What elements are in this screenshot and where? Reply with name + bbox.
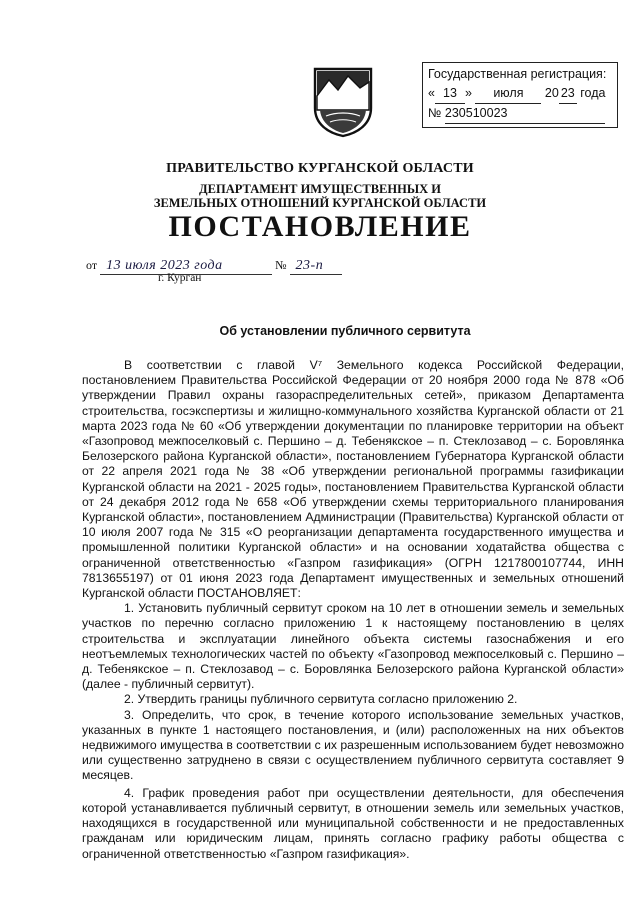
registration-year-word: года xyxy=(580,86,606,100)
date-number-sign: № xyxy=(275,258,287,272)
registration-year-prefix: 20 xyxy=(544,86,559,100)
registration-date-row xyxy=(428,84,612,104)
number-sign: № xyxy=(428,106,442,120)
clause-3: 3. Определить, что срок, в течение которого использование земельных участков, указанных в пункте 1 настоящего постановления, и (или) расположенных на них объектов недвижимого имущества в соответствии с их разрешенным использованием будет невозможно или существенно затруднено в связи с осуществлением публичного сервитута составляет 9 месяцев. xyxy=(82,707,625,783)
clause-4: 4. График проведения работ при осуществлении деятельности, для обеспечения которой устанавливается публичный сервитут, в отношении земель или земельных участков, находящихся в государственной или муниципальной собственности и не предоставленных гражданам или юридическим лицам, принять согласно графику работы общества с ограниченной ответственностью «Газпром газификация». xyxy=(82,785,624,861)
registration-day: 13 xyxy=(435,84,465,104)
preamble-paragraph: В соответствии с главой V⁷ Земельного кодекса Российской Федерации, постановлением Правительства Российской Федерации от 20 ноября 2000 года № 878 «Об утверждении Правил охраны газораспределительных сетей», приказом Департамента строительства, госэкспертизы и жилищно-коммунального хозяйства Курганской области от 21 марта 2023 года № 60 «Об утверждении документации по планировке территории на объект «Газопровод межпоселковый с. Першино – д. Тебенякское – п. Стеклозавод – с. Боровлянка Белозерского района Курганской области», постановлением Губернатора Курганской области от 22 апреля 2021 года № 38 «Об утверждении региональной программы газификации Курганской области на 2021 - 2025 годы», постановлением Правительства Курганской области от 24 декабря 2012 года № 658 «Об утверждении схемы территориального планирования Курганской области», постановлением Администрации (Правительства) Курганской области от 10 июля 2007 года № 315 «О реорганизации департамента государственного имущества и промышленной политики Курганской области» и на основании ходатайства общества с ограниченной ответственностью «Газпром газификация» (ОГРН 1217800107744, ИНН 7813655197) от 01 июня 2023 года Департамент имущественных и земельных отношений Курганской области ПОСТАНОВЛЯЕТ: xyxy=(82,358,624,601)
document-body xyxy=(82,358,624,862)
government-name: ПРАВИТЕЛЬСТВО КУРГАНСКОЙ ОБЛАСТИ xyxy=(166,161,474,176)
registration-year-suffix: 23 xyxy=(559,84,577,104)
registration-label: Государственная регистрация: xyxy=(428,67,607,81)
department-line-2: ЗЕМЕЛЬНЫХ ОТНОШЕНИЙ КУРГАНСКОЙ ОБЛАСТИ xyxy=(153,196,487,210)
registration-month: июля xyxy=(475,84,541,104)
handwritten-number: 23-п xyxy=(290,258,342,275)
city-name: г. Курган xyxy=(158,272,202,284)
date-line xyxy=(86,258,342,275)
quote-open: « xyxy=(428,86,435,100)
registration-stamp xyxy=(422,62,618,128)
document-type-title: ПОСТАНОВЛЕНИЕ xyxy=(168,210,472,243)
document-subject: Об установлении публичного сервитута xyxy=(219,324,471,338)
quote-close: » xyxy=(464,86,472,100)
coat-of-arms-icon xyxy=(312,66,374,138)
department-line-1: ДЕПАРТАМЕНТ ИМУЩЕСТВЕННЫХ И xyxy=(199,182,441,196)
clause-2: 2. Утвердить границы публичного сервитута согласно приложению 2. xyxy=(124,692,518,707)
clause-1: 1. Установить публичный сервитут сроком на 10 лет в отношении земель и земельных участков по перечню согласно приложению 1 к настоящему постановлению в целях строительства и эксплуатации линейного объекта системы газоснабжения и его неотъемлемых технологических частей по объекту «Газопровод межпоселковый с. Першино – д. Тебенякское – п. Стеклозавод – с. Боровлянка Белозерского района Курганской области» (далее - публичный сервитут). xyxy=(82,601,624,692)
registration-number-row xyxy=(428,104,612,124)
handwritten-date: 13 июля 2023 года xyxy=(100,258,272,275)
date-from-label: от xyxy=(86,258,98,272)
registration-number: 230510023 xyxy=(445,104,605,124)
